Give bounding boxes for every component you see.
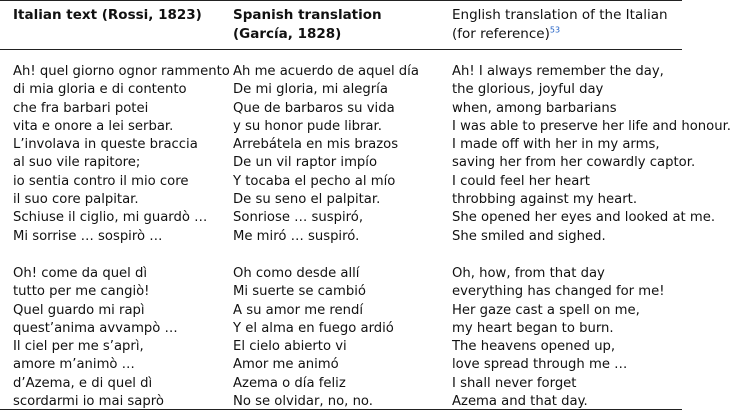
verse-line: al suo vile rapitore; bbox=[13, 155, 141, 171]
verse-line: throbbing against my heart. bbox=[452, 192, 638, 208]
verse-line: io sentia contro il mio core bbox=[13, 173, 189, 189]
header-rule bbox=[0, 49, 682, 50]
stanza2-italian bbox=[13, 265, 178, 411]
verse-line: Il ciel per me s’aprì, bbox=[13, 339, 144, 355]
verse-line: my heart began to burn. bbox=[452, 320, 614, 336]
bottom-rule bbox=[0, 409, 682, 410]
stanza1-english bbox=[452, 63, 731, 246]
header-english bbox=[452, 6, 668, 44]
verse-line: Arrebátela en mis brazos bbox=[233, 137, 399, 153]
verse-line: Oh, how, from that day bbox=[452, 266, 605, 281]
verse-line: Azema and that day. bbox=[452, 394, 588, 410]
verse-line: De mi gloria, mi alegría bbox=[233, 82, 388, 98]
verse-line: De su seno el palpitar. bbox=[233, 192, 381, 208]
verse-line: Quel guardo mi rapì bbox=[13, 302, 145, 318]
verse-line: Oh! come da quel dì bbox=[13, 266, 148, 281]
header-english-line1: English translation of the Italian bbox=[452, 7, 668, 23]
verse-line: everything has changed for me! bbox=[452, 284, 665, 300]
stanza1-spanish bbox=[233, 63, 419, 246]
verse-line: Ah! quel giorno ognor rammento bbox=[13, 64, 230, 79]
verse-line: I made off with her in my arms, bbox=[452, 137, 660, 153]
verse-line: love spread through me … bbox=[452, 357, 628, 373]
header-spanish-line1: Spanish translation bbox=[233, 7, 382, 23]
verse-line: I was able to preserve her life and honour. bbox=[452, 118, 731, 134]
header-english-line2 bbox=[452, 25, 668, 44]
verse-line: No se olvidar, no, no. bbox=[233, 394, 373, 410]
verse-line: Schiuse il ciglio, mi guardò … bbox=[13, 210, 208, 226]
header-english-line2-text: (for reference) bbox=[452, 26, 550, 42]
stanza2-spanish bbox=[233, 265, 394, 411]
verse-line: Sonriose … suspiró, bbox=[233, 210, 364, 226]
verse-line: L’involava in queste braccia bbox=[13, 137, 198, 153]
verse-line: che fra barbari potei bbox=[13, 100, 149, 116]
stanza1-italian bbox=[13, 63, 230, 246]
verse-line: The heavens opened up, bbox=[452, 339, 616, 355]
verse-line: Y tocaba el pecho al mío bbox=[233, 173, 396, 189]
verse-line: tutto per me cangiò! bbox=[13, 284, 150, 300]
verse-line: Amor me animó bbox=[233, 357, 339, 373]
verse-line: Mi suerte se cambió bbox=[233, 284, 366, 300]
footnote-link[interactable]: 53 bbox=[549, 25, 561, 35]
verse-line: vita e onore a lei serbar. bbox=[13, 118, 174, 134]
verse-line: Me miró … suspiró. bbox=[233, 228, 360, 244]
header-italian: Italian text (Rossi, 1823) bbox=[13, 7, 202, 23]
verse-line: El cielo abierto vi bbox=[233, 339, 347, 355]
verse-line: quest’anima avvampò … bbox=[13, 320, 178, 336]
verse-line: saving her from her cowardly captor. bbox=[452, 155, 696, 171]
verse-line: amore m’animò … bbox=[13, 357, 135, 373]
verse-line: Y el alma en fuego ardió bbox=[233, 320, 394, 336]
verse-line: Oh como desde allí bbox=[233, 266, 360, 281]
verse-line: y su honor pude librar. bbox=[233, 118, 382, 134]
verse-line: Azema o día feliz bbox=[233, 375, 346, 391]
verse-line: I shall never forget bbox=[452, 375, 577, 391]
verse-line: the glorious, joyful day bbox=[452, 82, 604, 98]
verse-line: I could feel her heart bbox=[452, 173, 590, 189]
stanza2-english bbox=[452, 265, 665, 411]
header-spanish-line2: (García, 1828) bbox=[233, 26, 342, 42]
verse-line: Ah me acuerdo de aquel día bbox=[233, 64, 419, 79]
header-spanish bbox=[233, 6, 382, 44]
verse-line: De un vil raptor impío bbox=[233, 155, 378, 171]
verse-line: il suo core palpitar. bbox=[13, 192, 139, 208]
verse-line: Mi sorrise … sospirò … bbox=[13, 228, 163, 244]
verse-line: di mia gloria e di contento bbox=[13, 82, 187, 98]
verse-line: scordarmi io mai saprò bbox=[13, 394, 164, 410]
verse-line: She smiled and sighed. bbox=[452, 228, 606, 244]
verse-line: Ah! I always remember the day, bbox=[452, 64, 664, 79]
verse-line: She opened her eyes and looked at me. bbox=[452, 210, 716, 226]
verse-line: d’Azema, e di quel dì bbox=[13, 375, 153, 391]
verse-line: Her gaze cast a spell on me, bbox=[452, 302, 640, 318]
verse-line: when, among barbarians bbox=[452, 100, 617, 116]
verse-line: Que de barbaros su vida bbox=[233, 100, 395, 116]
top-rule bbox=[0, 0, 682, 1]
verse-line: A su amor me rendí bbox=[233, 302, 364, 318]
